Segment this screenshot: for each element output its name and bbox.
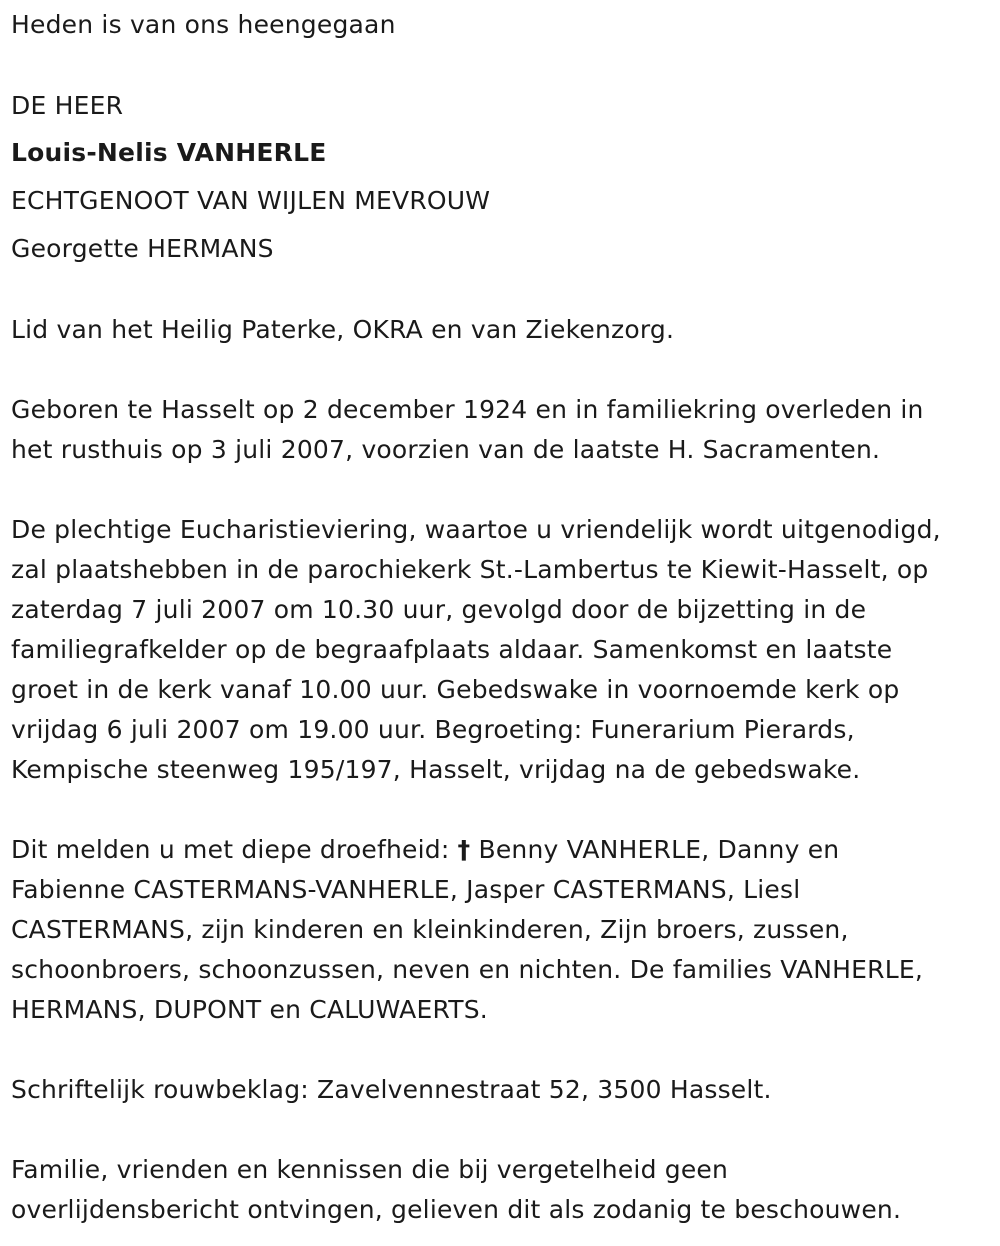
condolence-address: Schriftelijk rouwbeklag: Zavelvennestraat 52, 3500 Hasselt. xyxy=(11,1075,772,1104)
ceremony-line-2: zal plaatshebben in de parochiekerk St.-Lambertus te Kiewit-Hasselt, op xyxy=(11,555,929,584)
birth-death-line-1: Geboren te Hasselt op 2 december 1924 en in familiekring overleden in xyxy=(11,395,924,424)
cross-icon: † xyxy=(457,835,471,864)
membership-text: Lid van het Heilig Paterke, OKRA en van Ziekenzorg. xyxy=(11,315,675,344)
closing-line-1: Familie, vrienden en kennissen die bij vergetelheid geen xyxy=(11,1155,729,1184)
spouse-label: ECHTGENOOT VAN WIJLEN MEVROUW xyxy=(11,186,491,215)
announcers-line-5: HERMANS, DUPONT en CALUWAERTS. xyxy=(11,995,488,1024)
ceremony-line-5: groet in de kerk vanaf 10.00 uur. Gebedswake in voornoemde kerk op xyxy=(11,675,900,704)
announcers-prefix: Dit melden u met diepe droefheid: xyxy=(11,835,458,864)
ceremony-line-7: Kempische steenweg 195/197, Hasselt, vrijdag na de gebedswake. xyxy=(11,755,861,784)
birth-death-line-2: het rusthuis op 3 juli 2007, voorzien van de laatste H. Sacramenten. xyxy=(11,435,881,464)
deceased-name: Louis-Nelis VANHERLE xyxy=(11,138,327,167)
intro-text: Heden is van ons heengegaan xyxy=(11,10,396,39)
announcers-suffix: Benny VANHERLE, Danny en xyxy=(470,835,840,864)
ceremony-line-6: vrijdag 6 juli 2007 om 19.00 uur. Begroeting: Funerarium Pierards, xyxy=(11,715,855,744)
announcers-line-2: Fabienne CASTERMANS-VANHERLE, Jasper CASTERMANS, Liesl xyxy=(11,875,801,904)
announcers-line-4: schoonbroers, schoonzussen, neven en nichten. De families VANHERLE, xyxy=(11,955,923,984)
ceremony-line-1: De plechtige Eucharistieviering, waartoe u vriendelijk wordt uitgenodigd, xyxy=(11,515,941,544)
title-prefix: DE HEER xyxy=(11,91,124,120)
announcers-line-3: CASTERMANS, zijn kinderen en kleinkinderen, Zijn broers, zussen, xyxy=(11,915,849,944)
spouse-name: Georgette HERMANS xyxy=(11,234,274,263)
announcers-line-1 xyxy=(11,830,839,870)
ceremony-line-3: zaterdag 7 juli 2007 om 10.30 uur, gevolgd door de bijzetting in de xyxy=(11,595,867,624)
ceremony-line-4: familiegrafkelder op de begraafplaats aldaar. Samenkomst en laatste xyxy=(11,635,893,664)
closing-line-2: overlijdensbericht ontvingen, gelieven dit als zodanig te beschouwen. xyxy=(11,1195,902,1224)
